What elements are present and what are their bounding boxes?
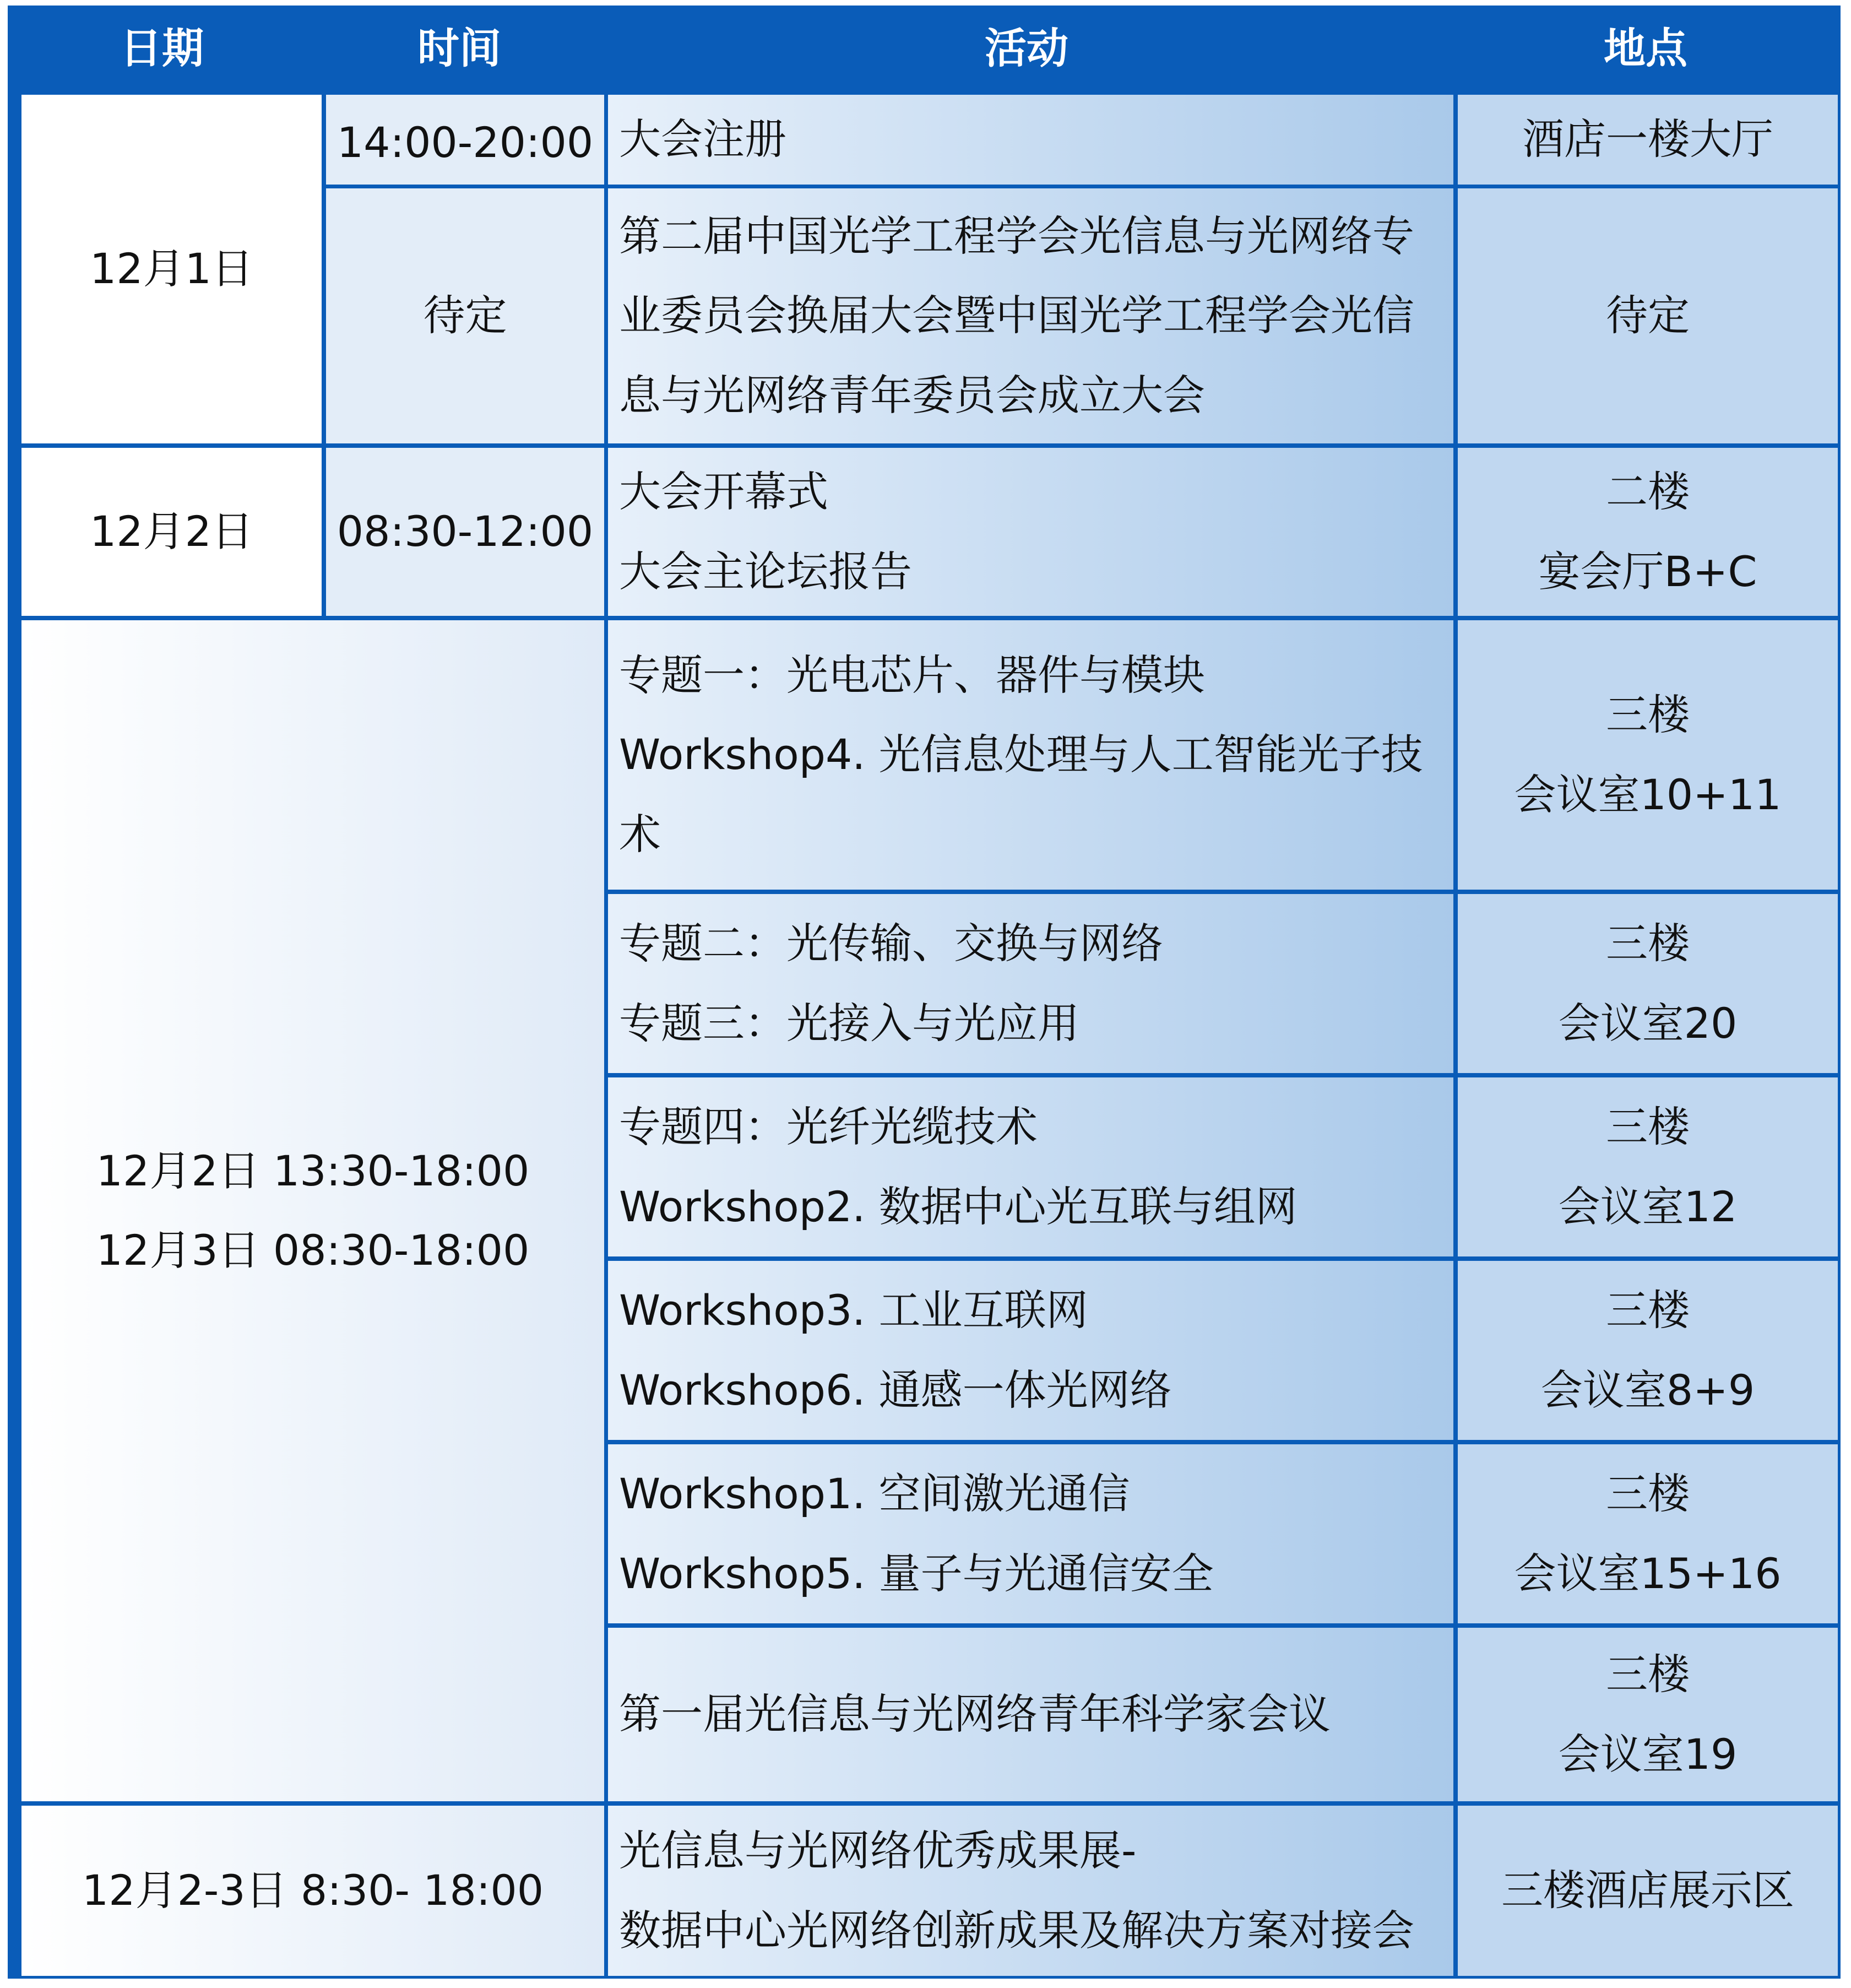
activity-text: Workshop2. 数据中心光互联与组网 xyxy=(619,1182,1298,1231)
date-text: 12月1日 xyxy=(89,244,254,294)
datetime-text: 12月2日 13:30-18:00 xyxy=(96,1146,530,1195)
location-cell xyxy=(1458,448,1838,616)
location-text: 三楼 xyxy=(1606,690,1690,740)
activity-cell xyxy=(608,95,1453,185)
location-cell xyxy=(1458,894,1838,1073)
activity-text: 专题四：光纤光缆技术 xyxy=(619,1102,1038,1152)
datetime-cell xyxy=(21,620,604,1801)
activity-text: 术 xyxy=(619,809,661,859)
datetime-text: 12月3日 08:30-18:00 xyxy=(96,1226,530,1275)
location-text: 三楼 xyxy=(1606,919,1690,968)
activity-text: Workshop5. 量子与光通信安全 xyxy=(619,1548,1214,1598)
location-text: 会议室20 xyxy=(1558,998,1738,1048)
location-text: 会议室15+16 xyxy=(1514,1548,1782,1598)
datetime-text: 12月2-3日 8:30- 18:00 xyxy=(82,1866,544,1915)
location-text: 二楼 xyxy=(1606,467,1690,517)
activity-text: 专题三：光接入与光应用 xyxy=(619,998,1079,1048)
location-text: 会议室12 xyxy=(1558,1182,1738,1231)
header-time: 时间 xyxy=(417,23,501,73)
activity-cell xyxy=(608,448,1453,616)
location-cell xyxy=(1458,95,1838,185)
activity-text: Workshop3. 工业互联网 xyxy=(619,1286,1088,1335)
location-cell xyxy=(1458,1806,1838,1976)
location-cell xyxy=(1458,1628,1838,1801)
location-text: 三楼 xyxy=(1606,1286,1690,1335)
location-text: 会议室19 xyxy=(1558,1729,1738,1779)
activity-text: 光信息与光网络优秀成果展- xyxy=(619,1826,1137,1876)
activity-cell xyxy=(608,1444,1453,1623)
time-text: 14:00-20:00 xyxy=(336,117,594,167)
header-activity: 活动 xyxy=(985,23,1068,73)
activity-text: 息与光网络青年委员会成立大会 xyxy=(619,370,1205,420)
activity-text: Workshop4. 光信息处理与人工智能光子技 xyxy=(619,730,1423,779)
location-cell xyxy=(1458,620,1838,890)
activity-text: 大会注册 xyxy=(619,115,786,164)
date-cell xyxy=(21,95,322,443)
schedule-table xyxy=(8,6,1841,1979)
activity-text: 第二届中国光学工程学会光信息与光网络专 xyxy=(619,211,1414,261)
time-cell xyxy=(326,448,604,616)
time-text: 08:30-12:00 xyxy=(336,507,594,556)
activity-cell xyxy=(608,1077,1453,1256)
location-text: 三楼 xyxy=(1606,1469,1690,1519)
activity-text: 第一届光信息与光网络青年科学家会议 xyxy=(619,1689,1331,1739)
activity-text: 专题一：光电芯片、器件与模块 xyxy=(619,650,1205,700)
activity-cell xyxy=(608,894,1453,1073)
activity-cell xyxy=(608,1806,1453,1976)
activity-cell xyxy=(608,1628,1453,1801)
location-text: 三楼 xyxy=(1606,1102,1690,1152)
location-text: 酒店一楼大厅 xyxy=(1522,115,1773,164)
header-date: 日期 xyxy=(120,23,204,73)
activity-text: Workshop6. 通感一体光网络 xyxy=(619,1365,1172,1415)
activity-text: 大会开幕式 xyxy=(619,467,828,517)
time-cell xyxy=(326,188,604,443)
activity-cell xyxy=(608,1261,1453,1440)
location-cell xyxy=(1458,1077,1838,1256)
location-cell xyxy=(1458,1261,1838,1440)
datetime-cell xyxy=(21,1806,604,1976)
location-text: 会议室8+9 xyxy=(1540,1365,1755,1415)
date-cell xyxy=(21,448,322,616)
activity-text: 大会主论坛报告 xyxy=(619,546,912,596)
location-text: 待定 xyxy=(1606,291,1690,340)
location-text: 三楼酒店展示区 xyxy=(1501,1866,1794,1915)
activity-cell xyxy=(608,188,1453,443)
location-text: 会议室10+11 xyxy=(1514,770,1782,819)
activity-text: 业委员会换届大会暨中国光学工程学会光信 xyxy=(619,291,1414,340)
time-text: 待定 xyxy=(423,291,507,340)
location-text: 三楼 xyxy=(1606,1650,1690,1699)
header-location: 地点 xyxy=(1604,23,1687,73)
activity-text: 数据中心光网络创新成果及解决方案对接会 xyxy=(619,1905,1414,1955)
time-cell xyxy=(326,95,604,185)
location-text: 宴会厅B+C xyxy=(1538,546,1757,596)
location-cell xyxy=(1458,1444,1838,1623)
date-text: 12月2日 xyxy=(89,507,254,556)
location-cell xyxy=(1458,188,1838,443)
activity-text: Workshop1. 空间激光通信 xyxy=(619,1469,1130,1519)
activity-cell xyxy=(608,620,1453,890)
activity-text: 专题二：光传输、交换与网络 xyxy=(619,919,1163,968)
